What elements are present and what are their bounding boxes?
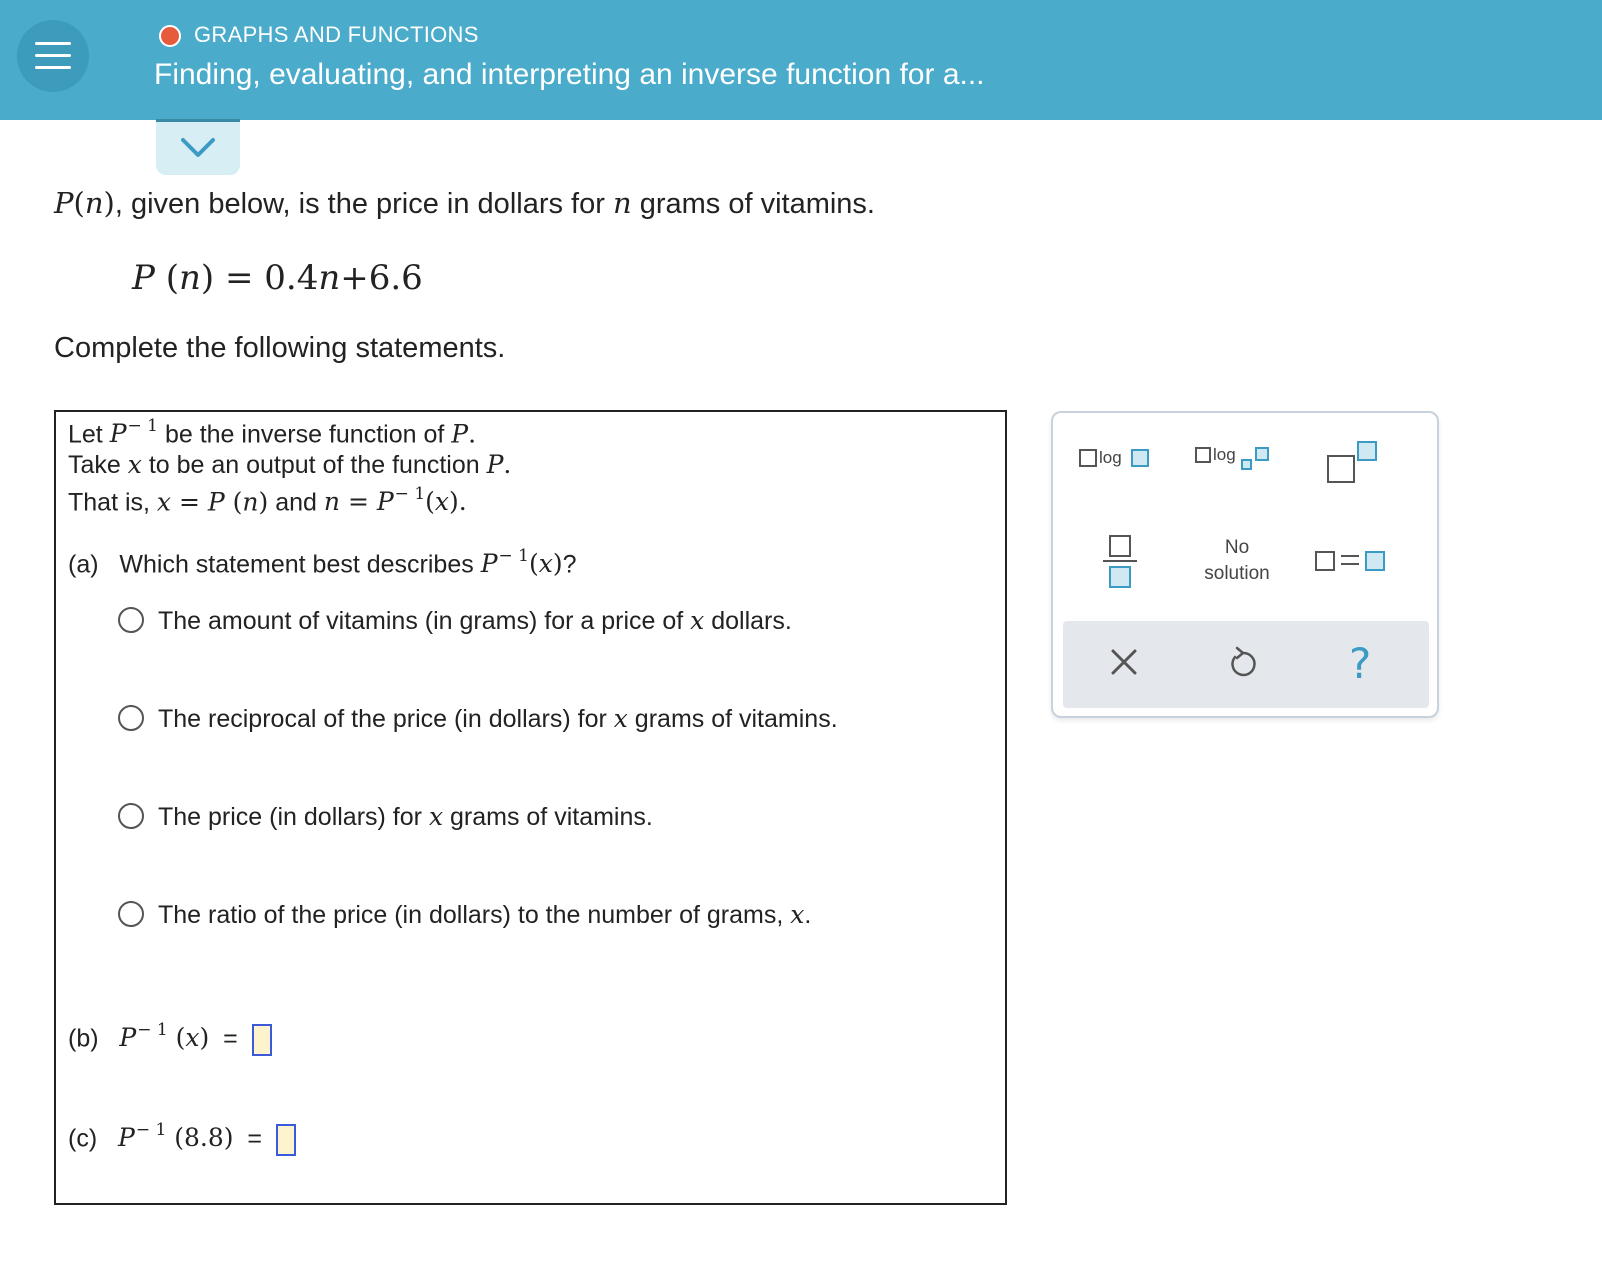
option-amount-of-vitamins[interactable]: The amount of vitamins (in grams) for a price of x dollars.	[118, 606, 792, 636]
topic-status-dot	[159, 25, 181, 47]
equation-key[interactable]	[1315, 549, 1391, 575]
action-tray	[1063, 621, 1429, 708]
hamburger-icon-bar	[35, 66, 71, 69]
placeholder-box-icon	[1315, 551, 1335, 571]
line2-text-b: to be an output of the function	[141, 451, 487, 479]
base-box-icon	[1241, 459, 1252, 470]
no-solution-key[interactable]	[1187, 535, 1287, 591]
option-text-end: grams of vitamins.	[443, 803, 653, 831]
radio-button[interactable]	[118, 803, 144, 829]
log-base-key-label: log	[1213, 445, 1236, 464]
math-n: n	[612, 186, 632, 220]
no-solution-label-1: No	[1224, 537, 1250, 558]
topic-label: GRAPHS AND FUNCTIONS	[194, 22, 479, 47]
part-c: (c) $P^{- 1}$ (8.8) =	[68, 1122, 296, 1156]
numerator-box-icon	[1109, 535, 1131, 557]
line3-text-b: and	[268, 488, 324, 517]
no-solution-label-2: solution	[1204, 563, 1270, 584]
option-text-end: grams of vitamins.	[627, 705, 838, 733]
intro-text-1: , given below, is the price in dollars for	[114, 188, 613, 220]
option-text: The reciprocal of the price (in dollars) for	[158, 705, 614, 733]
part-a-label: (a)	[68, 550, 99, 579]
menu-button[interactable]	[17, 20, 89, 92]
math-keypad	[1051, 411, 1439, 718]
page-title: Finding, evaluating, and interpreting an inverse function for a...	[154, 58, 985, 91]
radio-button[interactable]	[118, 705, 144, 731]
radio-button[interactable]	[118, 607, 144, 633]
top-bar	[0, 0, 1602, 120]
chevron-down-icon	[180, 136, 216, 160]
line2-text-a: Take	[68, 451, 128, 479]
clear-icon[interactable]	[1109, 647, 1139, 677]
line1-text-b: be the inverse function of	[158, 420, 452, 449]
log-base-key[interactable]	[1195, 441, 1275, 477]
equals-icon	[1341, 555, 1359, 557]
exponent-box-icon	[1357, 441, 1377, 461]
part-c-value: 8.8	[184, 1123, 224, 1153]
fraction-bar-icon	[1103, 560, 1137, 562]
problem-intro	[54, 186, 875, 221]
part-c-label: (c)	[68, 1124, 98, 1153]
option-text-end: dollars.	[704, 607, 792, 635]
radio-button[interactable]	[118, 901, 144, 927]
formula-coefficient: 0.4	[264, 258, 319, 298]
intro-text-2: grams of vitamins.	[631, 188, 875, 220]
placeholder-box-icon	[1079, 449, 1097, 467]
fraction-key[interactable]	[1101, 535, 1141, 591]
option-reciprocal-of-price[interactable]: The reciprocal of the price (in dollars) for x grams of vitamins.	[118, 704, 838, 734]
placeholder-box-icon	[1255, 447, 1269, 461]
part-b-label: (b)	[68, 1024, 99, 1053]
line3-text-a: That is,	[68, 488, 157, 517]
answer-input-c[interactable]	[276, 1124, 296, 1156]
collapse-header-button[interactable]	[156, 119, 240, 175]
part-b: (b) $P^{- 1}$ (x) =	[68, 1022, 272, 1056]
math-paren: (n)	[73, 186, 115, 220]
log-key[interactable]	[1075, 443, 1155, 475]
definition-line-3: That is, x = P (n) and $n = P^{- 1}(x)$.	[68, 484, 467, 517]
hamburger-icon-bar	[35, 54, 71, 57]
exponent-key[interactable]	[1327, 441, 1387, 487]
help-icon[interactable]: ?	[1349, 639, 1372, 688]
placeholder-box-icon	[1131, 449, 1149, 467]
option-ratio-of-price[interactable]: The ratio of the price (in dollars) to the number of grams, x.	[118, 900, 811, 930]
option-text: The price (in dollars) for	[158, 803, 429, 831]
question-box	[54, 410, 1007, 1205]
option-text: The ratio of the price (in dollars) to the number of grams,	[158, 901, 791, 929]
undo-icon[interactable]	[1227, 645, 1259, 679]
definition-line-2: Take x to be an output of the function P.	[68, 450, 512, 479]
definition-line-1: Let $P^{- 1}$ be the inverse function of P.	[68, 416, 477, 449]
option-price-for-grams[interactable]: The price (in dollars) for x grams of vitamins.	[118, 802, 653, 832]
math-P: P	[54, 186, 74, 220]
placeholder-box-icon	[1365, 551, 1385, 571]
function-formula: P (n) = 0.4n+6.6	[132, 258, 423, 298]
base-box-icon	[1327, 455, 1355, 483]
hamburger-icon	[35, 42, 71, 45]
equals-icon-bar	[1341, 563, 1359, 565]
denominator-box-icon	[1109, 566, 1131, 588]
placeholder-box-icon	[1195, 447, 1211, 463]
formula-constant: +6.6	[340, 258, 423, 298]
answer-input-b[interactable]	[252, 1024, 272, 1056]
part-a-text: Which statement best describes	[119, 550, 481, 579]
instruction-text: Complete the following statements.	[54, 332, 506, 364]
part-a-prompt: (a) Which statement best describes $P^{- 1}(x)$?	[68, 546, 577, 579]
option-text: The amount of vitamins (in grams) for a price of	[158, 607, 691, 635]
log-key-label: log	[1099, 448, 1122, 467]
line1-text-a: Let	[68, 420, 110, 449]
option-text-end: .	[804, 901, 812, 929]
